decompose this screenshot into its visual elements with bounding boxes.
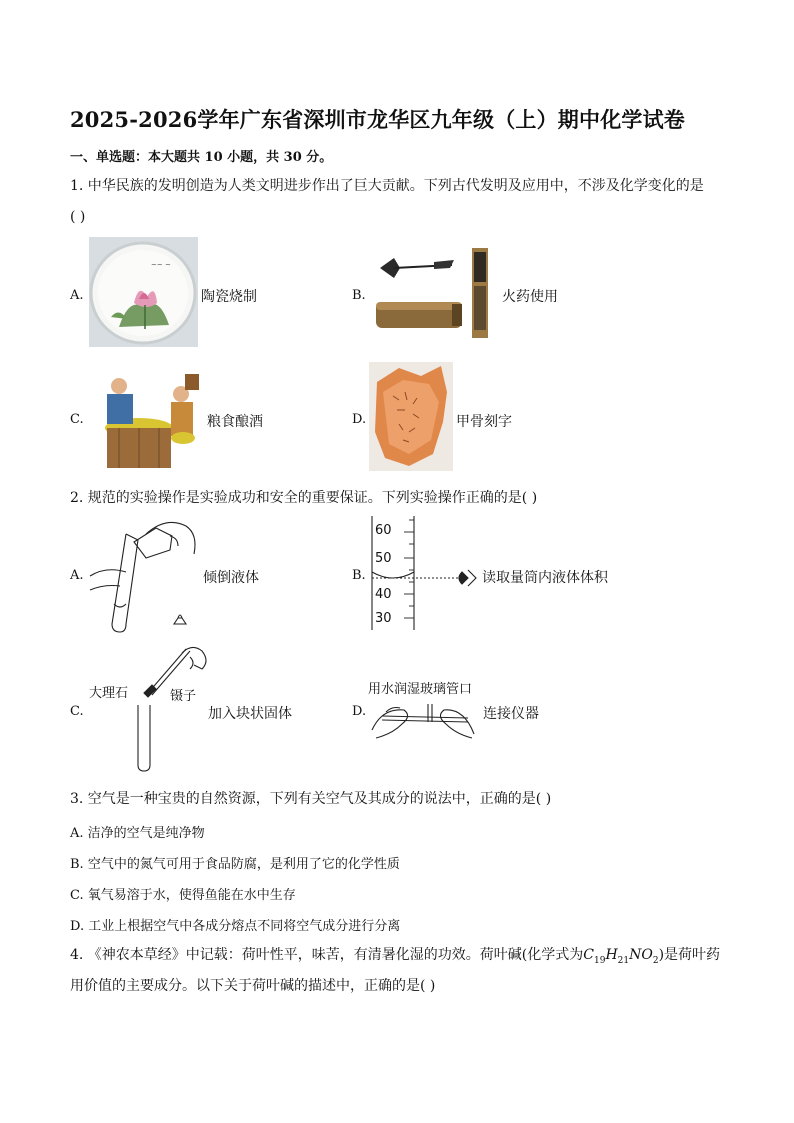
formula-no: NO [629, 947, 653, 963]
q3-option-b[interactable]: B. 空气中的氮气可用于食品防腐，是利用了它的化学性质 [70, 857, 400, 872]
oracle-bone-image [369, 362, 453, 471]
cylinder-tick-40: 40 [375, 587, 392, 602]
section-heading: 一、单选题：本大题共 10 小题，共 30 分。 [70, 150, 333, 165]
wet-tube-label: 用水润湿玻璃管口 [368, 682, 473, 697]
cylinder-tick-30: 30 [375, 611, 392, 626]
marble-label: 大理石 [89, 686, 129, 701]
q1-option-b-letter[interactable]: B. [352, 288, 366, 303]
q2-option-a-letter[interactable]: A. [70, 568, 84, 583]
q1-option-d-letter[interactable]: D. [352, 412, 367, 427]
gunpowder-weapons-image [372, 244, 497, 340]
q3-option-d[interactable]: D. 工业上根据空气中各成分熔点不同将空气成分进行分离 [70, 919, 401, 934]
q1-option-c-letter[interactable]: C. [70, 412, 84, 427]
q1-stem: 1. 中华民族的发明创造为人类文明进步作出了巨大贡献。下列古代发明及应用中，不涉及化学变化的是 [70, 178, 704, 194]
svg-text:~~ ~: ~~ ~ [151, 261, 171, 269]
q1-option-a-caption: 陶瓷烧制 [201, 289, 257, 305]
q2-option-b-letter[interactable]: B. [352, 568, 366, 583]
q3-option-c[interactable]: C. 氧气易溶于水，使得鱼能在水中生存 [70, 888, 296, 903]
formula-c: C [583, 947, 594, 963]
porcelain-plate-image [89, 237, 198, 347]
q4-stem-line1 [70, 946, 720, 970]
brewing-illustration-image [89, 368, 202, 472]
q1-stem-paren: ( ) [70, 209, 86, 225]
formula-c-sub: 19 [594, 955, 606, 966]
q1-option-c-caption: 粮食酿酒 [207, 414, 263, 430]
q3-stem: 3. 空气是一种宝贵的自然资源，下列有关空气及其成分的说法中，正确的是( ) [70, 791, 552, 807]
q2-option-c-caption: 加入块状固体 [208, 706, 292, 722]
q2-stem: 2. 规范的实验操作是实验成功和安全的重要保证。下列实验操作正确的是( ) [70, 490, 538, 506]
q2-option-d-caption: 连接仪器 [483, 706, 539, 722]
connecting-apparatus-diagram [368, 694, 480, 740]
cylinder-tick-60: 60 [375, 523, 392, 538]
q2-option-c-letter[interactable]: C. [70, 704, 84, 719]
q1-option-a-letter[interactable]: A. [70, 288, 84, 303]
tweezers-label: 镊子 [170, 689, 197, 704]
formula-o-sub: 2 [652, 955, 659, 966]
q1-option-d-caption: 甲骨刻字 [456, 414, 512, 430]
q4-stem-text-a: 4. 《神农本草经》中记载：荷叶性平，味苦，有清暑化湿的功效。荷叶碱(化学式为 [70, 947, 584, 963]
q2-option-a-caption: 倾倒液体 [203, 570, 259, 586]
formula-h: H [605, 947, 618, 963]
q4-stem-text-b: )是荷叶药 [658, 947, 721, 963]
q1-option-b-caption: 火药使用 [502, 289, 558, 305]
pouring-liquid-diagram [86, 514, 200, 634]
q2-option-d-letter[interactable]: D. [352, 704, 367, 719]
page-title: 2025-2026学年广东省深圳市龙华区九年级（上）期中化学试卷 [70, 107, 686, 132]
cylinder-tick-50: 50 [375, 551, 392, 566]
adding-solid-diagram [86, 643, 210, 773]
formula-h-sub: 21 [617, 955, 630, 966]
q3-option-a[interactable]: A. 洁净的空气是纯净物 [70, 826, 205, 841]
q4-stem-line2: 用价值的主要成分。以下关于荷叶碱的描述中，正确的是( ) [70, 978, 436, 994]
q2-option-b-caption: 读取量筒内液体体积 [482, 570, 608, 586]
